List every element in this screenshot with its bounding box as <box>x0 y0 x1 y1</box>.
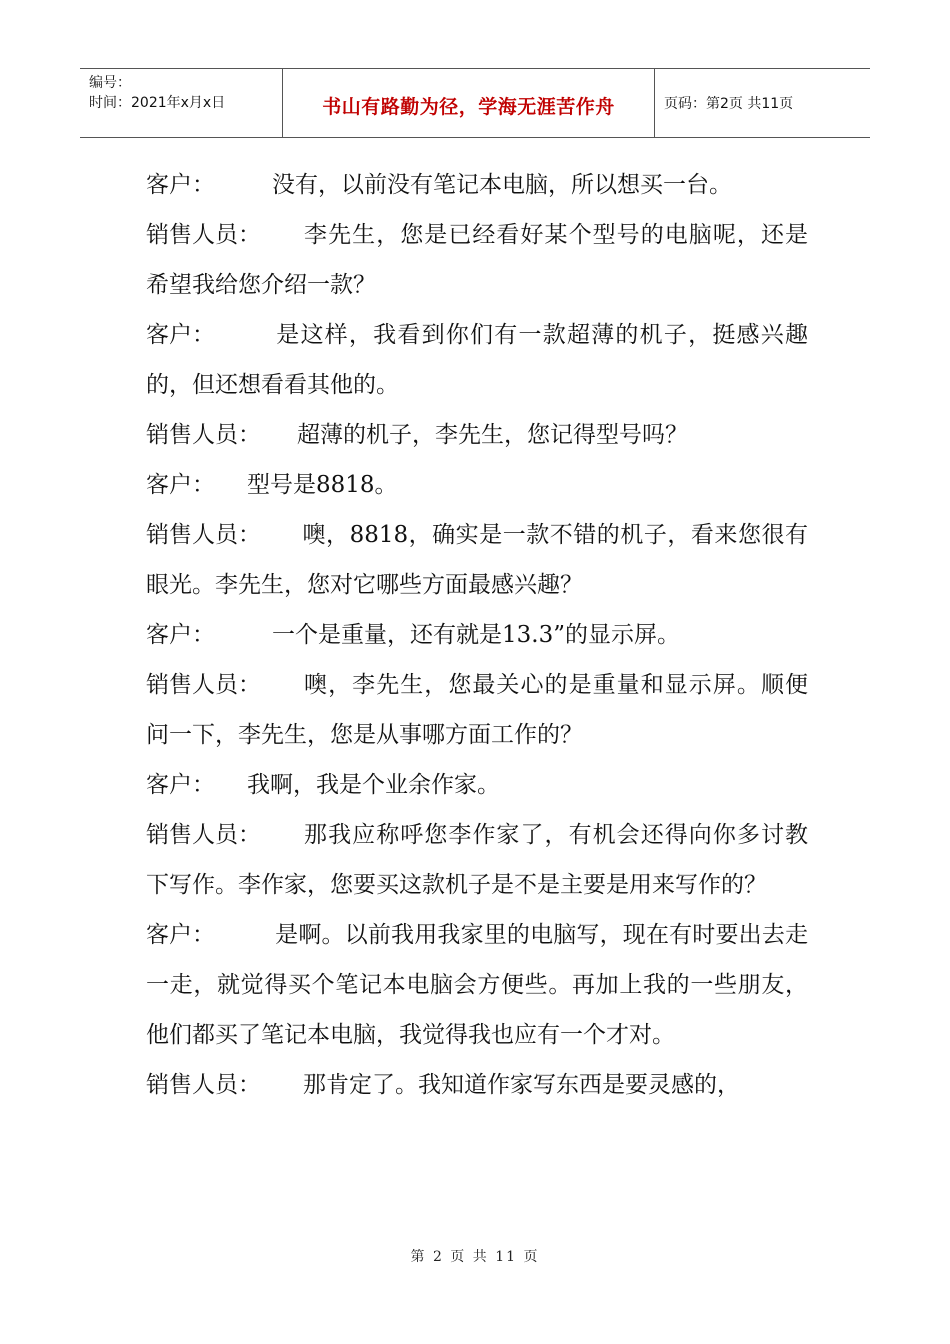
line-text: 是这样，我看到你们有一款超薄的机子，挺感兴趣的，但还想看看其他的。 <box>146 322 808 398</box>
line-text: 那我应称呼您李作家了，有机会还得向你多讨教下写作。李作家，您要买这款机子是不是主要是用来写作的？ <box>146 822 808 898</box>
motto: 书山有路勤为径，学海无涯苦作舟 <box>322 95 615 118</box>
speaker-label: 客户： <box>146 622 215 648</box>
line-text: 是啊。以前我用我家里的电脑写，现在有时要出去走一走，就觉得买个笔记本电脑会方便些。再加上我的一些朋友，他们都买了笔记本电脑，我觉得我也应有一个才对。 <box>146 922 808 1048</box>
speaker-label: 销售人员： <box>146 822 261 848</box>
dialogue-line <box>146 810 808 910</box>
line-text: 噢，李先生，您最关心的是重量和显示屏。顺便问一下，李先生，您是从事哪方面工作的？ <box>146 672 808 748</box>
header-meta <box>80 69 283 137</box>
page-label: 页码：第2页 共11页 <box>664 96 794 112</box>
dialogue-line <box>146 410 808 460</box>
speaker-label: 销售人员： <box>146 1072 261 1098</box>
line-text: 我啊，我是个业余作家。 <box>247 772 500 798</box>
page-footer: 第 2 页 共 11 页 <box>410 1249 540 1265</box>
line-text: 噢，8818，确实是一款不错的机子，看来您很有眼光。李先生，您对它哪些方面最感兴趣？ <box>146 522 808 598</box>
line-text: 李先生，您是已经看好某个型号的电脑呢，还是希望我给您介绍一款？ <box>146 222 808 298</box>
dialogue-body <box>146 160 808 1110</box>
dialogue-line <box>146 210 808 310</box>
time-label: 时间：2021年x月x日 <box>89 95 226 111</box>
line-text: 一个是重量，还有就是13.3”的显示屏。 <box>272 622 680 648</box>
speaker-label: 客户： <box>146 322 215 348</box>
dialogue-line <box>146 760 808 810</box>
dialogue-line <box>146 910 808 1060</box>
dialogue-line <box>146 1060 808 1110</box>
speaker-label: 客户： <box>146 472 215 498</box>
speaker-label: 客户： <box>146 172 215 198</box>
speaker-label: 销售人员： <box>146 422 261 448</box>
header-page-cell <box>655 69 870 137</box>
line-text: 没有，以前没有笔记本电脑，所以想买一台。 <box>272 172 732 198</box>
page-header <box>80 68 870 138</box>
line-text: 那肯定了。我知道作家写东西是要灵感的， <box>303 1072 740 1098</box>
line-text: 型号是8818。 <box>247 472 398 498</box>
speaker-label: 销售人员： <box>146 672 261 698</box>
dialogue-line <box>146 160 808 210</box>
speaker-label: 客户： <box>146 922 215 948</box>
speaker-label: 销售人员： <box>146 222 261 248</box>
header-motto-cell <box>283 69 655 137</box>
number-label: 编号： <box>89 75 131 91</box>
dialogue-line <box>146 460 808 510</box>
speaker-label: 客户： <box>146 772 215 798</box>
speaker-label: 销售人员： <box>146 522 261 548</box>
dialogue-line <box>146 660 808 760</box>
dialogue-line <box>146 310 808 410</box>
dialogue-line <box>146 610 808 660</box>
dialogue-line <box>146 510 808 610</box>
line-text: 超薄的机子，李先生，您记得型号吗？ <box>297 422 688 448</box>
